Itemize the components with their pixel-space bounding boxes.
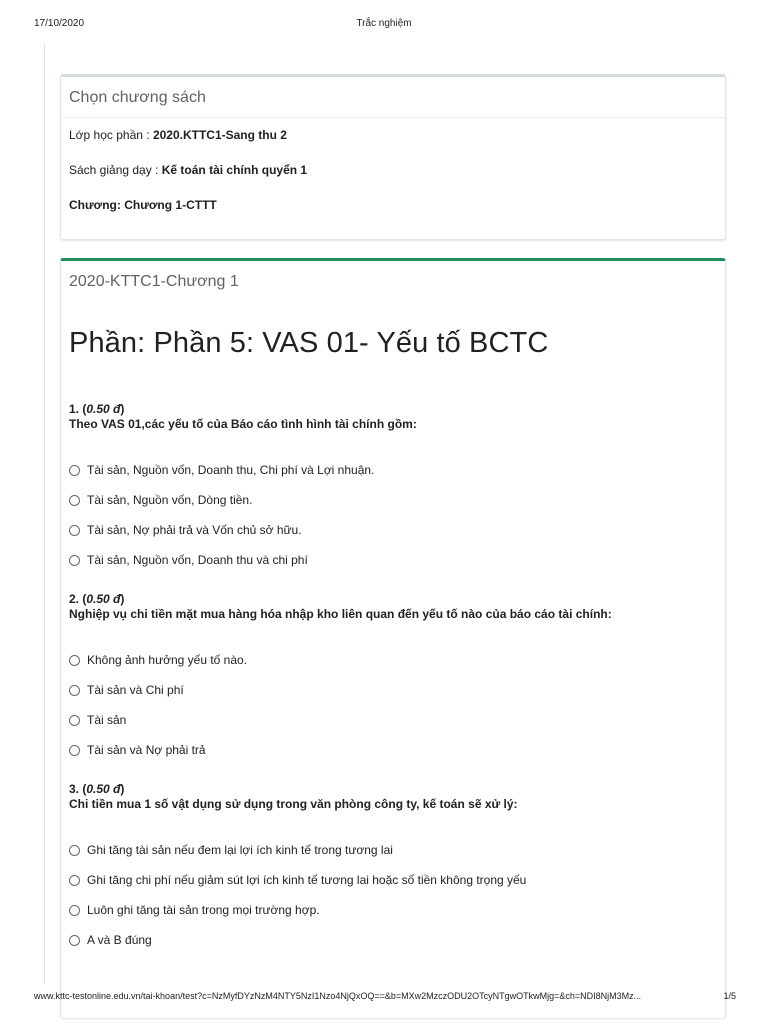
question-1-points: 0.50 đ [86,402,121,416]
question-1-text: Theo VAS 01,các yếu tố của Báo cáo tình hình tài chính gồm: [69,417,417,431]
option-label: Tài sản [87,713,127,727]
option-label: Tài sản và Chi phí [87,683,184,697]
option-label: Tài sản, Nguồn vốn, Dòng tiền. [87,493,253,507]
option-label: A và B đúng [87,933,152,947]
radio-button[interactable] [69,525,80,536]
print-title: Trắc nghiệm [356,18,412,29]
option-label: Tài sản, Nguồn vốn, Doanh thu, Chi phí và Lợi nhuận. [87,463,375,477]
question-2-points: 0.50 đ [86,592,121,606]
test-heading: 2020-KTTC1-Chương 1 [69,273,239,290]
question-2-text: Nghiệp vụ chi tiền mặt mua hàng hóa nhập kho liên quan đến yếu tố nào của báo cáo tài chính: [69,607,612,621]
option-label: Tài sản và Nợ phải trả [87,743,206,757]
radio-button[interactable] [69,875,80,886]
page-number: 1/5 [723,991,736,1001]
radio-button[interactable] [69,685,80,696]
print-date: 17/10/2020 [34,18,85,29]
question-2-number: 2. (0.50 đ) [69,592,125,606]
radio-button[interactable] [69,555,80,566]
radio-button[interactable] [69,655,80,666]
option-label: Tài sản, Nợ phải trả và Vốn chủ sở hữu. [87,523,302,537]
question-2-option-1[interactable] [69,652,247,668]
radio-button[interactable] [69,935,80,946]
radio-button[interactable] [69,715,80,726]
print-header [0,18,768,32]
option-label: Không ảnh hưởng yếu tố nào. [87,653,248,667]
class-info [69,128,287,142]
book-value: Kế toán tài chính quyển 1 [161,163,308,177]
radio-button[interactable] [69,905,80,916]
question-3-points: 0.50 đ [86,782,121,796]
question-1-option-4[interactable] [69,552,308,568]
chapter-info [69,198,217,212]
option-label: Luôn ghi tăng tài sản trong mọi trường hợp. [87,903,320,917]
question-1-number: 1. (0.50 đ) [69,402,125,416]
left-divider [44,44,45,984]
chapter-value: Chương 1-CTTT [124,198,217,212]
question-1-option-2[interactable] [69,492,252,508]
option-label: Ghi tăng tài sản nếu đem lại lợi ích kinh tế trong tương lai [87,843,393,857]
radio-button[interactable] [69,465,80,476]
radio-button[interactable] [69,495,80,506]
question-3-option-3[interactable] [69,902,320,918]
part-title: Phần: Phần 5: VAS 01- Yếu tố BCTC [69,327,549,359]
chapter-label: Chương: [69,198,125,212]
question-1-option-3[interactable] [69,522,302,538]
question-2-option-2[interactable] [69,682,184,698]
question-1-option-1[interactable] [69,462,374,478]
question-3-option-4[interactable] [69,932,152,948]
question-3-number: 3. (0.50 đ) [69,782,125,796]
class-value: 2020.KTTC1-Sang thu 2 [152,128,287,142]
option-label: Ghi tăng chi phí nếu giảm sút lợi ích kinh tế tương lai hoặc số tiền không trọng yếu [87,873,527,887]
class-label: Lớp học phần : [69,128,153,142]
question-3-option-2[interactable] [69,872,526,888]
book-info [69,163,307,177]
radio-button[interactable] [69,845,80,856]
print-footer [0,991,768,1005]
question-2-option-3[interactable] [69,712,126,728]
option-label: Tài sản, Nguồn vốn, Doanh thu và chi phí [87,553,308,567]
page-url: www.kttc-testonline.edu.vn/tai-khoan/test?c=NzMyfDYzNzM4NTY5NzI1Nzo4NjQxOQ==&b=MXw2MzczODU2OTcyNTgwOTkwMjg=&ch=NDI8NjM3Mz... [34,991,642,1001]
book-label: Sách giảng dạy : [69,163,162,177]
test-card [60,258,726,1018]
book-selection-card [60,74,726,240]
question-2-option-4[interactable] [69,742,206,758]
radio-button[interactable] [69,745,80,756]
book-card-divider [61,117,725,118]
question-3-option-1[interactable] [69,842,393,858]
question-3-text: Chi tiền mua 1 số vật dụng sử dụng trong văn phòng công ty, kế toán sẽ xử lý: [69,797,518,811]
book-card-heading: Chọn chương sách [69,89,206,106]
